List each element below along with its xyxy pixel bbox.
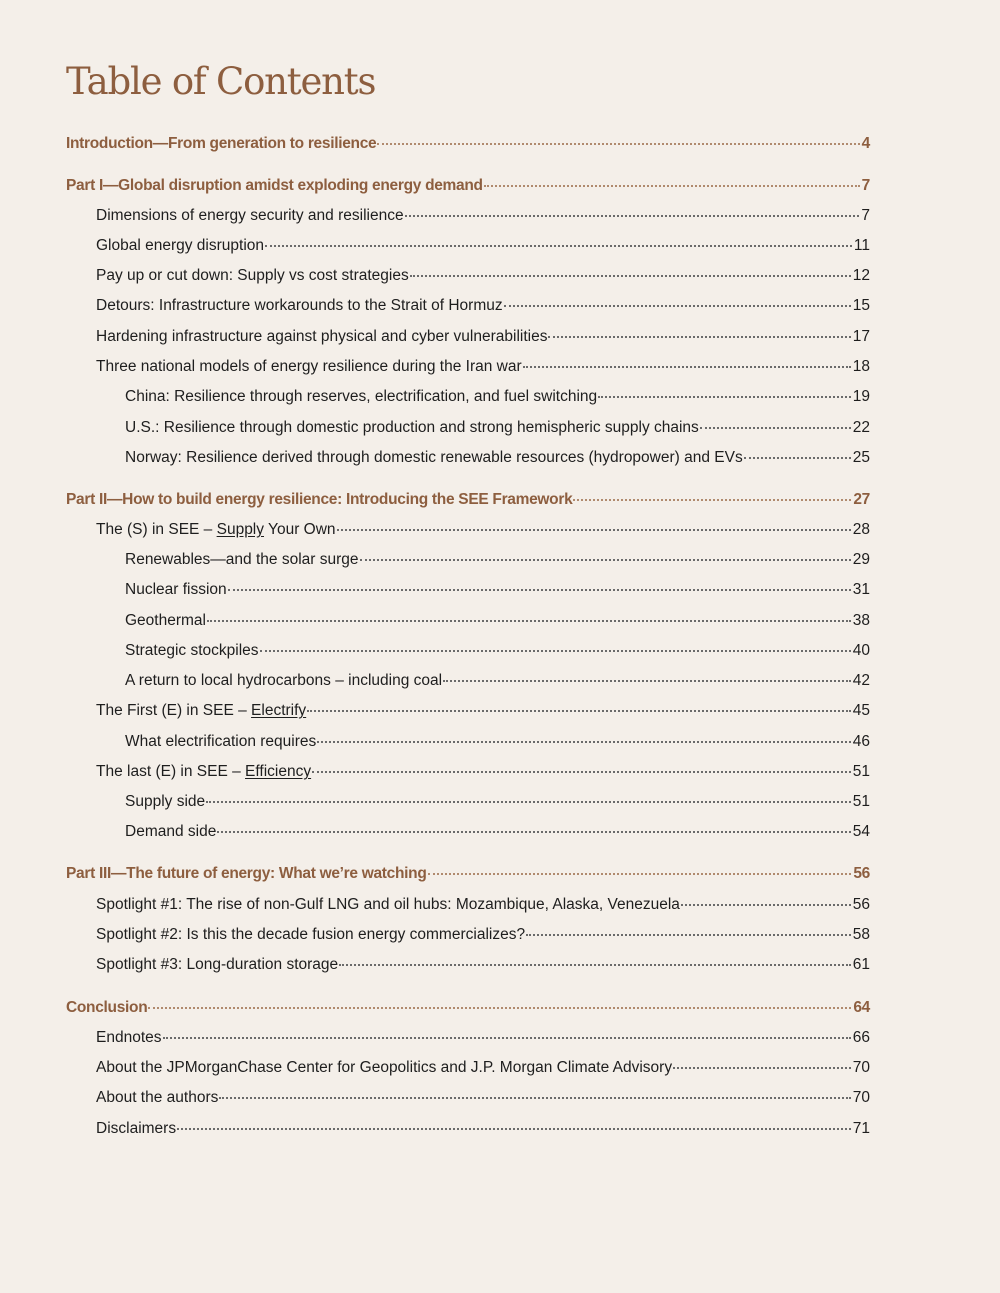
toc-entry-underlined-term: Supply [216,521,265,538]
page-title: Table of Contents [66,60,376,103]
toc-entry-link[interactable] [96,355,870,379]
dot-leader [337,529,851,531]
toc-entry-label: Part II—How to build energy resilience: Introducing the SEE Framework [66,491,573,508]
dot-leader [523,366,851,368]
dot-leader [526,934,851,936]
toc-entry-label: Part I—Global disruption amidst exploding energy demand [66,177,483,194]
toc-entry-link[interactable] [96,1117,870,1141]
dot-leader [598,396,851,398]
toc-entry-label: Spotlight #2: Is this the decade fusion energy commercializes? [96,926,526,943]
toc-entry-label: Global energy disruption [96,237,265,254]
toc-entry-link[interactable] [96,294,870,318]
toc-entry-label: Renewables—and the solar surge [125,551,359,568]
toc-entry-link[interactable] [96,234,870,258]
dot-leader [377,143,859,145]
dot-leader [163,1037,851,1039]
dot-leader [405,215,860,217]
toc-page-number: 28 [852,521,870,538]
dot-leader [700,427,851,429]
toc-page-number: 70 [852,1059,870,1076]
dot-leader [573,499,851,501]
dot-leader [260,650,851,652]
dot-leader [206,801,851,803]
dot-leader [148,1007,851,1009]
toc-section-link[interactable] [66,862,870,886]
toc-entry-label: Supply side [125,793,206,810]
toc-entry-label: About the authors [96,1089,219,1106]
dot-leader [207,620,851,622]
dot-leader [360,559,851,561]
toc-entry-label: U.S.: Resilience through domestic production and strong hemispheric supply chains [125,419,699,436]
toc-entry-label: Pay up or cut down: Supply vs cost strategies [96,267,409,284]
dot-leader [177,1128,851,1130]
toc-entry-label: Dimensions of energy security and resilience [96,207,404,224]
toc-entry-underlined-term: Efficiency [245,763,312,780]
toc-entry-link[interactable] [96,1086,870,1110]
toc-entry-label: Norway: Resilience derived through domestic renewable resources (hydropower) and EVs [125,449,743,466]
toc-page-number: 25 [852,449,870,466]
toc-page-number: 15 [852,297,870,314]
toc-entry-label: Spotlight #1: The rise of non-Gulf LNG and oil hubs: Mozambique, Alaska, Venezuela [96,896,680,913]
toc-page-number: 31 [852,581,870,598]
toc-page-number: 64 [853,999,870,1016]
toc-page-number: 56 [852,896,870,913]
toc-entry-label: The First (E) in SEE – Electrify [96,702,307,719]
toc-page-number: 54 [852,823,870,840]
toc-entry-link[interactable] [125,820,870,844]
dot-leader [504,305,851,307]
toc-entry-link[interactable] [125,548,870,572]
toc-entry-link[interactable] [96,893,870,917]
toc-page-number: 56 [853,865,870,882]
toc-page-number: 61 [852,956,870,973]
toc-entry-link[interactable] [96,923,870,947]
toc-page-number: 66 [852,1029,870,1046]
toc-page-number: 17 [852,328,870,345]
toc-entry-link[interactable] [125,609,870,633]
dot-leader [681,904,851,906]
dot-leader [307,710,851,712]
toc-entry-link[interactable] [96,1026,870,1050]
dot-leader [317,741,851,743]
toc-page-number: 19 [852,388,870,405]
toc-entry-link[interactable] [125,639,870,663]
toc-page-number: 51 [852,793,870,810]
toc-entry-link[interactable] [125,790,870,814]
toc-entry-link[interactable] [96,264,870,288]
toc-page-number: 70 [852,1089,870,1106]
toc-entry-label: Spotlight #3: Long-duration storage [96,956,339,973]
dot-leader [428,873,852,875]
toc-entry-label: Hardening infrastructure against physical and cyber vulnerabilities [96,328,548,345]
toc-page-number: 45 [852,702,870,719]
toc-section-link[interactable] [66,132,870,156]
toc-page-number: 71 [852,1120,870,1137]
toc-entry-label: What electrification requires [125,733,317,750]
toc-entry-link[interactable] [125,446,870,470]
toc-page-number: 29 [852,551,870,568]
toc-entry-label: A return to local hydrocarbons – including coal [125,672,443,689]
toc-entry-label: The (S) in SEE – Supply Your Own [96,521,336,538]
toc-entry-label: Geothermal [125,612,206,629]
toc-entry-link[interactable] [96,325,870,349]
toc-entry-link[interactable] [96,953,870,977]
dot-leader [228,589,851,591]
toc-section-link[interactable] [66,174,870,198]
toc-page-number: 18 [852,358,870,375]
toc-entry-link[interactable] [96,1056,870,1080]
dot-leader [744,457,851,459]
dot-leader [339,964,851,966]
toc-page-number: 42 [852,672,870,689]
toc-entry-label: China: Resilience through reserves, electrification, and fuel switching [125,388,598,405]
dot-leader [265,245,852,247]
toc-entry-link[interactable] [125,669,870,693]
toc-entry-label: Strategic stockpiles [125,642,259,659]
dot-leader [548,336,850,338]
dot-leader [443,680,851,682]
toc-page-number: 7 [861,177,870,194]
toc-entry-label: Disclaimers [96,1120,177,1137]
toc-page-number: 38 [852,612,870,629]
toc-page-number: 12 [852,267,870,284]
toc-entry-label: Endnotes [96,1029,162,1046]
toc-page-number: 58 [852,926,870,943]
toc-entry-link[interactable] [96,699,870,723]
dot-leader [219,1097,850,1099]
toc-entry-underlined-term: Electrify [251,702,307,719]
toc-entry-label: Conclusion [66,999,148,1016]
toc-page-number: 46 [852,733,870,750]
toc-entry-label: Part III—The future of energy: What we’re watching [66,865,427,882]
toc-section-link[interactable] [66,488,870,512]
toc-page-number: 7 [861,207,870,224]
dot-leader [484,185,860,187]
toc-entry-link[interactable] [96,204,870,228]
dot-leader [217,831,850,833]
toc-entry-label: Detours: Infrastructure workarounds to the Strait of Hormuz [96,297,503,314]
toc-entry-label: The last (E) in SEE – Efficiency [96,763,312,780]
toc-page-number: 51 [852,763,870,780]
toc-entry-label: About the JPMorganChase Center for Geopolitics and J.P. Morgan Climate Advisory [96,1059,673,1076]
toc-entry-label: Demand side [125,823,217,840]
toc-entry-label: Introduction—From generation to resilience [66,135,377,152]
toc-entry-link[interactable] [96,518,870,542]
toc-section-link[interactable] [66,996,870,1020]
toc-page-number: 27 [853,491,870,508]
dot-leader [312,771,851,773]
toc-entry-link[interactable] [125,385,870,409]
toc-entry-link[interactable] [125,578,870,602]
dot-leader [410,275,851,277]
toc-entry-link[interactable] [125,416,870,440]
toc-page-number: 11 [853,237,870,254]
toc-entry-label: Three national models of energy resilience during the Iran war [96,358,522,375]
toc-entry-label: Nuclear fission [125,581,227,598]
toc-page-number: 40 [852,642,870,659]
dot-leader [673,1067,851,1069]
toc-entry-link[interactable] [125,730,870,754]
toc-page-number: 22 [852,419,870,436]
toc-entry-link[interactable] [96,760,870,784]
toc-page-number: 4 [861,135,870,152]
